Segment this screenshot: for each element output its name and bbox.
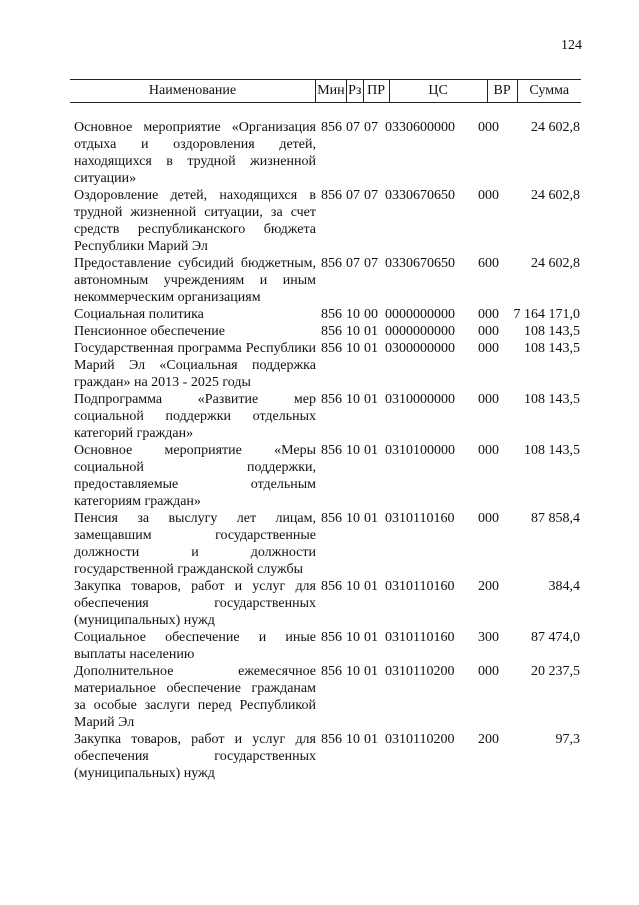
row-cs: 0330600000	[385, 120, 455, 135]
header-vr: ВР	[487, 80, 517, 102]
row-min: 856	[321, 664, 342, 679]
row-pr: 07	[364, 256, 378, 271]
row-min: 856	[321, 732, 342, 747]
row-name: Основное мероприятие «Организация отдыха и оздоровления детей, находящихся в трудной жизненной ситуации»	[74, 120, 316, 186]
row-name: Подпрограмма «Развитие мер социальной поддержки отдельных категорий граждан»	[74, 392, 316, 441]
table-row	[0, 340, 639, 391]
row-rz: 10	[346, 579, 360, 594]
row-min: 856	[321, 443, 342, 458]
row-sum: 108 143,5	[524, 392, 580, 407]
row-vr: 000	[478, 664, 499, 679]
table-row	[0, 510, 639, 578]
row-sum: 87 858,4	[531, 511, 580, 526]
row-name: Закупка товаров, работ и услуг для обеспечения государственных (муниципальных) нужд	[74, 579, 316, 628]
row-pr: 07	[364, 188, 378, 203]
row-rz: 07	[346, 120, 360, 135]
table-row	[0, 578, 639, 629]
row-sum: 108 143,5	[524, 324, 580, 339]
page-number: 124	[561, 38, 582, 53]
row-sum: 24 602,8	[531, 256, 580, 271]
row-min: 856	[321, 341, 342, 356]
row-sum: 97,3	[555, 732, 580, 747]
row-pr: 01	[364, 392, 378, 407]
table-row	[0, 119, 639, 187]
row-pr: 01	[364, 511, 378, 526]
row-vr: 300	[478, 630, 499, 645]
table-row	[0, 731, 639, 782]
table-row	[0, 391, 639, 442]
row-cs: 0310110160	[385, 579, 455, 594]
table-row	[0, 629, 639, 663]
row-vr: 000	[478, 324, 499, 339]
row-name: Пенсионное обеспечение	[74, 324, 225, 339]
row-sum: 384,4	[548, 579, 580, 594]
row-pr: 01	[364, 732, 378, 747]
row-rz: 10	[346, 324, 360, 339]
row-cs: 0310110200	[385, 732, 455, 747]
row-rz: 07	[346, 256, 360, 271]
row-cs: 0310100000	[385, 443, 455, 458]
row-cs: 0310000000	[385, 392, 455, 407]
row-min: 856	[321, 188, 342, 203]
row-min: 856	[321, 630, 342, 645]
row-vr: 000	[478, 307, 499, 322]
row-name: Государственная программа Республики Марий Эл «Социальная поддержка граждан» на 2013 - 2025 годы	[74, 341, 316, 390]
row-vr: 000	[478, 511, 499, 526]
row-pr: 01	[364, 579, 378, 594]
header-name: Наименование	[148, 83, 237, 98]
row-rz: 07	[346, 188, 360, 203]
header-pr: ПР	[363, 80, 389, 102]
row-cs: 0310110160	[385, 511, 455, 526]
row-min: 856	[321, 324, 342, 339]
row-min: 856	[321, 511, 342, 526]
table-row	[0, 255, 639, 306]
row-cs: 0310110200	[385, 664, 455, 679]
row-sum: 108 143,5	[524, 341, 580, 356]
row-sum: 20 237,5	[531, 664, 580, 679]
row-rz: 10	[346, 307, 360, 322]
row-vr: 200	[478, 579, 499, 594]
row-min: 856	[321, 307, 342, 322]
row-name: Социальное обеспечение и иные выплаты населению	[74, 630, 316, 662]
row-sum: 108 143,5	[524, 443, 580, 458]
row-name: Оздоровление детей, находящихся в трудной жизненной ситуации, за счет средств республиканского бюджета Республики Марий Эл	[74, 188, 316, 254]
header-min: Мин	[315, 80, 346, 102]
row-rz: 10	[346, 511, 360, 526]
row-rz: 10	[346, 732, 360, 747]
row-rz: 10	[346, 392, 360, 407]
row-min: 856	[321, 256, 342, 271]
row-pr: 00	[364, 307, 378, 322]
row-sum: 87 474,0	[531, 630, 580, 645]
table-row	[0, 323, 639, 340]
table-header	[70, 79, 581, 103]
table-row	[0, 442, 639, 510]
row-cs: 0310110160	[385, 630, 455, 645]
header-sum: Сумма	[517, 80, 582, 102]
row-pr: 01	[364, 443, 378, 458]
row-pr: 01	[364, 324, 378, 339]
row-vr: 000	[478, 392, 499, 407]
row-name: Основное мероприятие «Меры социальной поддержки, предоставляемые отдельным категориям граждан»	[74, 443, 316, 509]
row-pr: 01	[364, 664, 378, 679]
row-vr: 000	[478, 120, 499, 135]
row-rz: 10	[346, 341, 360, 356]
row-min: 856	[321, 392, 342, 407]
row-pr: 01	[364, 341, 378, 356]
row-min: 856	[321, 579, 342, 594]
row-rz: 10	[346, 630, 360, 645]
row-cs: 0000000000	[385, 307, 455, 322]
row-pr: 01	[364, 630, 378, 645]
row-name: Социальная политика	[74, 307, 204, 322]
row-vr: 200	[478, 732, 499, 747]
table-row	[0, 663, 639, 731]
header-cs: ЦС	[389, 80, 487, 102]
row-sum: 7 164 171,0	[513, 307, 580, 322]
row-sum: 24 602,8	[531, 188, 580, 203]
row-sum: 24 602,8	[531, 120, 580, 135]
row-cs: 0330670650	[385, 188, 455, 203]
row-vr: 000	[478, 188, 499, 203]
row-vr: 000	[478, 443, 499, 458]
row-pr: 07	[364, 120, 378, 135]
row-rz: 10	[346, 443, 360, 458]
row-name: Закупка товаров, работ и услуг для обеспечения государственных (муниципальных) нужд	[74, 732, 316, 781]
row-name: Предоставление субсидий бюджетным, автономным учреждениям и иным некоммерческим организациям	[74, 256, 316, 305]
table-row	[0, 187, 639, 255]
row-cs: 0000000000	[385, 324, 455, 339]
table-row	[0, 306, 639, 323]
row-cs: 0300000000	[385, 341, 455, 356]
row-name: Дополнительное ежемесячное материальное обеспечение гражданам за особые заслуги перед Республикой Марий Эл	[74, 664, 316, 730]
row-cs: 0330670650	[385, 256, 455, 271]
row-rz: 10	[346, 664, 360, 679]
header-rz: Рз	[346, 80, 363, 102]
row-vr: 600	[478, 256, 499, 271]
table-body	[0, 119, 639, 782]
row-vr: 000	[478, 341, 499, 356]
row-min: 856	[321, 120, 342, 135]
row-name: Пенсия за выслугу лет лицам, замещавшим государственные должности и должности государственной гражданской службы	[74, 511, 316, 577]
